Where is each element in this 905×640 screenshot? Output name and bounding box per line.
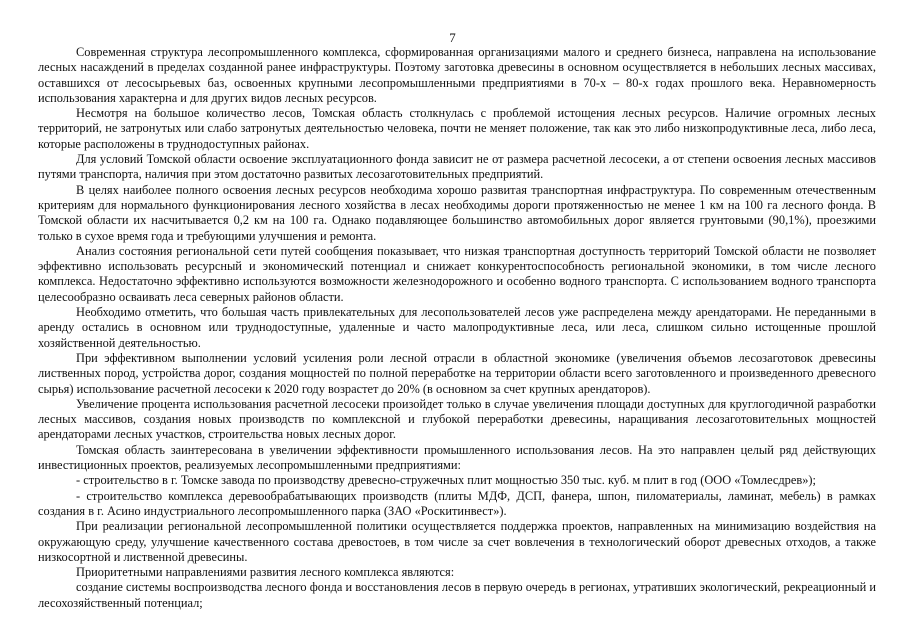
paragraph: Необходимо отметить, что большая часть привлекательных для лесопользователей лесов уже распределена между арендаторами. Не переданными в аренду остались в основном или труднодоступные, удаленные и часто малопродуктивные леса, или леса, слишком сильно истощенные прошлой хозяйственной деятельностью. xyxy=(38,305,876,350)
paragraph: Томская область заинтересована в увеличении эффективности промышленного использования лесов. На это направлен целый ряд действующих инвестиционных проектов, реализуемых лесопромышленными предприятиями: xyxy=(38,442,876,473)
list-item: - строительство комплекса деревообрабатывающих производств (плиты МДФ, ДСП, фанера, шпон, пиломатериалы, ламинат, мебель) в рамках создания в г. Асино индустриального лесопромышленного парка (ЗАО «Роскитинвест»). xyxy=(38,488,876,518)
paragraph: В целях наиболее полного освоения лесных ресурсов необходима хорошо развитая транспортная инфраструктура. По современным отечественным критериям для нормального функционирования лесного хозяйства в лесах необходимы дороги протяженностью не менее 1 км на 100 га лесного фонда. В Томской области их насчитывается 0,2 км на 100 га. Однако подавляющее большинство автомобильных дорог является грунтовыми (90,1%), проезжими только в сухое время года и требующими улучшения и ремонта. xyxy=(38,182,876,243)
list-item: - строительство в г. Томске завода по производству древесно-стружечных плит мощностью 350 тыс. куб. м плит в год (ООО «Томлесдрев»); xyxy=(76,473,816,488)
paragraph: При эффективном выполнении условий усиления роли лесной отрасли в областной экономике (увеличения объемов лесозаготовок древесины лиственных пород, устройства дорог, создания мощностей по полной переработке на территории области всего заготовленного и произведенного древесного сырья) использование расчетной лесосеки к 2020 году возрастет до 20% (в основном за счет крупных арендаторов). xyxy=(38,350,876,396)
document-body xyxy=(38,45,876,611)
paragraph: Для условий Томской области освоение эксплуатационного фонда зависит не от размера расчетной лесосеки, а от степени освоения лесных массивов путями транспорта, наличия при этом достаточно развитых лесозаготовительных предприятий. xyxy=(38,152,876,182)
paragraph: Современная структура лесопромышленного комплекса, сформированная организациями малого и среднего бизнеса, направлена на использование лесных насаждений в пределах созданной ранее инфраструктуры. Поэтому заготовка древесины в основном осуществляется в небольших лесных массивах, оставшихся от лесосырьевых баз, освоенных крупными лесопромышленными предприятиями в 70-х – 80-х годах прошлого века. Неравномерность использования характерна и для других видов лесных ресурсов. xyxy=(38,45,876,105)
paragraph: Увеличение процента использования расчетной лесосеки произойдет только в случае увеличения площади доступных для круглогодичной разработки лесных массивов, создания новых производств по комплексной и глубокой переработки древесины, наращивания лесозаготовительных мощностей арендаторами лесных участков, строительства новых лесных дорог. xyxy=(38,396,876,442)
paragraph: Несмотря на большое количество лесов, Томская область столкнулась с проблемой истощения лесных ресурсов. Наличие огромных лесных территорий, не затронутых или слабо затронутых деятельностью человека, почти не меняет положение, так как это либо низкопродуктивные леса, либо леса, которые расположены в труднодоступных районах. xyxy=(38,106,876,151)
page-number: 7 xyxy=(449,30,456,45)
paragraph: Анализ состояния региональной сети путей сообщения показывает, что низкая транспортная доступность территорий Томской области не позволяет эффективно использовать ресурсный и экономический потенциал и снижает конкурентоспособность региональной экономики, в том числе лесного комплекса. Недостаточно эффективно используются возможности железнодорожного и особенно водного транспорта. С использованием водного транспорта целесообразно осваивать леса северных районов области. xyxy=(38,243,876,304)
paragraph: создание системы воспроизводства лесного фонда и восстановления лесов в первую очередь в регионах, утративших экологический, рекреационный и лесохозяйственный потенциал; xyxy=(38,580,876,610)
paragraph: Приоритетными направлениями развития лесного комплекса являются: xyxy=(76,565,455,580)
paragraph: При реализации региональной лесопромышленной политики осуществляется поддержка проектов, направленных на минимизацию воздействия на окружающую среду, улучшение качественного состава древостоев, в том числе за счет вовлечения в технологический оборот древесных отходов, а также низкосортной и лиственной древесины. xyxy=(38,519,876,564)
